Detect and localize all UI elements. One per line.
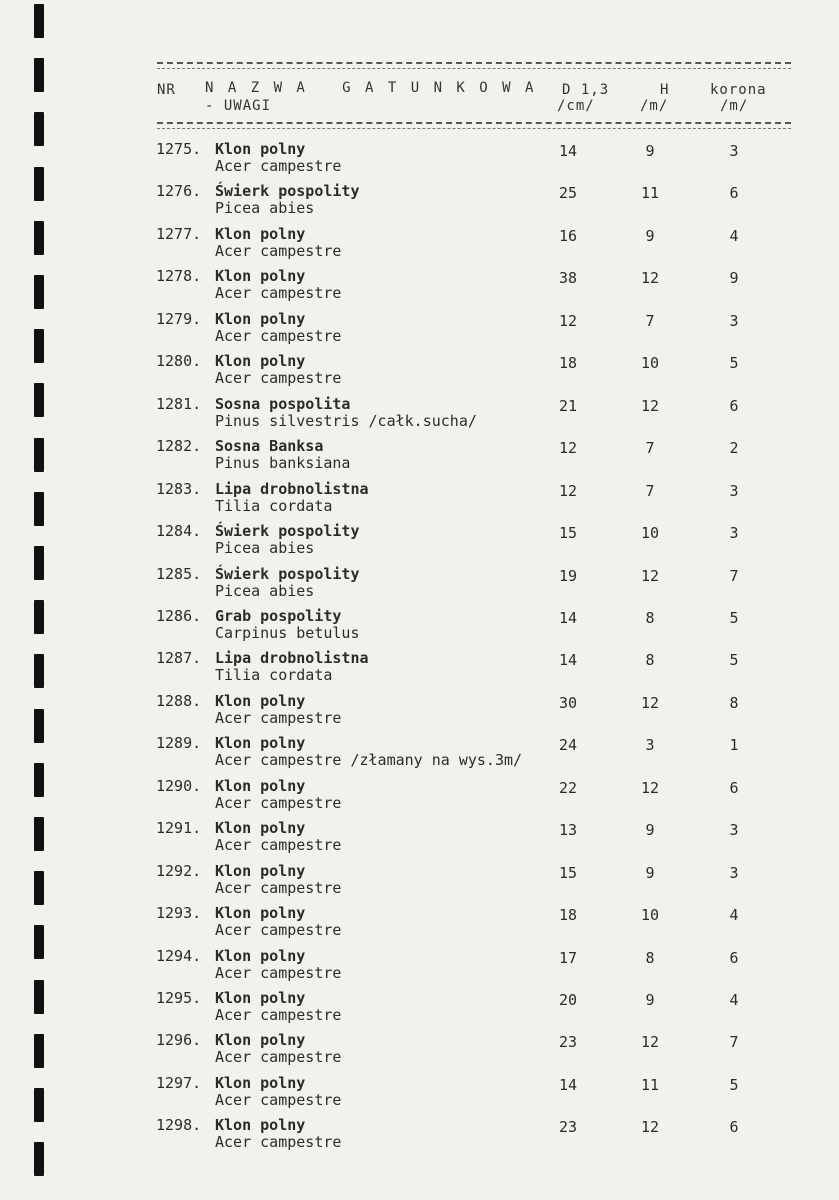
diameter-value: 18 bbox=[558, 906, 578, 925]
row-number: 1277. bbox=[156, 224, 202, 243]
polish-name: Klon polny bbox=[215, 1116, 306, 1135]
latin-name: Pinus silvestris /całk.sucha/ bbox=[215, 411, 477, 430]
diameter-value: 14 bbox=[558, 651, 578, 670]
height-value: 12 bbox=[640, 778, 660, 797]
table-row bbox=[0, 989, 839, 1031]
diameter-value: 22 bbox=[558, 778, 578, 797]
table-row bbox=[0, 819, 839, 861]
row-number: 1276. bbox=[156, 182, 202, 201]
crown-value: 3 bbox=[729, 863, 739, 882]
crown-value: 6 bbox=[729, 1118, 739, 1137]
crown-value: 4 bbox=[729, 991, 739, 1009]
table-row bbox=[0, 607, 839, 649]
polish-name: Klon polny bbox=[215, 140, 306, 158]
latin-name: Carpinus betulus bbox=[215, 623, 360, 642]
row-number: 1290. bbox=[156, 776, 202, 795]
height-value: 7 bbox=[645, 481, 655, 500]
height-value: 7 bbox=[645, 439, 655, 458]
row-number: 1284. bbox=[156, 522, 202, 541]
height-value: 9 bbox=[645, 142, 655, 160]
polish-name: Klon polny bbox=[215, 691, 306, 710]
height-value: 9 bbox=[645, 991, 655, 1009]
diameter-value: 13 bbox=[558, 821, 578, 840]
table-row bbox=[0, 649, 839, 691]
latin-name: Acer campestre bbox=[215, 1133, 342, 1152]
polish-name: Klon polny bbox=[215, 819, 306, 838]
crown-value: 9 bbox=[729, 269, 739, 288]
header-notes: - UWAGI bbox=[205, 98, 272, 114]
height-value: 12 bbox=[640, 396, 660, 415]
latin-name: Picea abies bbox=[215, 581, 315, 600]
row-number: 1289. bbox=[156, 734, 202, 753]
latin-name: Picea abies bbox=[215, 539, 315, 558]
row-number: 1283. bbox=[156, 479, 202, 498]
latin-name: Picea abies bbox=[215, 199, 315, 218]
table-row bbox=[0, 480, 839, 522]
row-number: 1281. bbox=[156, 394, 202, 413]
row-number: 1275. bbox=[156, 140, 202, 158]
crown-value: 5 bbox=[729, 1075, 739, 1094]
table-row bbox=[0, 947, 839, 989]
latin-name: Acer campestre /złamany na wys.3m/ bbox=[215, 751, 523, 770]
diameter-value: 18 bbox=[558, 354, 578, 373]
polish-name: Klon polny bbox=[215, 861, 306, 880]
crown-value: 7 bbox=[729, 566, 739, 585]
row-number: 1292. bbox=[156, 861, 202, 880]
latin-name: Acer campestre bbox=[215, 157, 342, 175]
diameter-value: 23 bbox=[558, 1033, 578, 1052]
polish-name: Klon polny bbox=[215, 904, 306, 923]
height-value: 10 bbox=[640, 906, 660, 925]
row-number: 1295. bbox=[156, 989, 202, 1007]
crown-value: 8 bbox=[729, 693, 739, 712]
latin-name: Acer campestre bbox=[215, 963, 342, 982]
diameter-value: 14 bbox=[558, 142, 578, 160]
crown-value: 3 bbox=[729, 311, 739, 330]
row-number: 1285. bbox=[156, 564, 202, 583]
polish-name: Lipa drobnolistna bbox=[215, 649, 369, 668]
header-height-unit: /m/ bbox=[640, 98, 669, 114]
table-row bbox=[0, 734, 839, 776]
row-number: 1293. bbox=[156, 904, 202, 923]
diameter-value: 25 bbox=[558, 184, 578, 203]
polish-name: Klon polny bbox=[215, 1031, 306, 1050]
diameter-value: 16 bbox=[558, 226, 578, 245]
latin-name: Pinus banksiana bbox=[215, 454, 351, 473]
diameter-value: 14 bbox=[558, 608, 578, 627]
crown-value: 2 bbox=[729, 439, 739, 458]
height-value: 12 bbox=[640, 1118, 660, 1137]
table-row bbox=[0, 904, 839, 946]
height-value: 11 bbox=[640, 184, 660, 203]
table-row bbox=[0, 862, 839, 904]
crown-value: 6 bbox=[729, 948, 739, 967]
table-row bbox=[0, 1116, 839, 1158]
table-row bbox=[0, 437, 839, 479]
height-value: 12 bbox=[640, 269, 660, 288]
header-height-label: H bbox=[660, 82, 670, 98]
crown-value: 6 bbox=[729, 778, 739, 797]
header-top-rule bbox=[157, 62, 791, 69]
diameter-value: 14 bbox=[558, 1075, 578, 1094]
latin-name: Acer campestre bbox=[215, 369, 342, 388]
polish-name: Klon polny bbox=[215, 989, 306, 1007]
latin-name: Acer campestre bbox=[215, 1048, 342, 1067]
header-species-name: N A Z W A G A T U N K O W A bbox=[205, 80, 537, 96]
diameter-value: 12 bbox=[558, 481, 578, 500]
crown-value: 5 bbox=[729, 651, 739, 670]
row-number: 1298. bbox=[156, 1116, 202, 1135]
diameter-value: 30 bbox=[558, 693, 578, 712]
latin-name: Acer campestre bbox=[215, 241, 342, 260]
crown-value: 3 bbox=[729, 481, 739, 500]
height-value: 8 bbox=[645, 651, 655, 670]
height-value: 10 bbox=[640, 354, 660, 373]
header-diameter-label: D 1,3 bbox=[562, 82, 610, 98]
crown-value: 4 bbox=[729, 226, 739, 245]
height-value: 10 bbox=[640, 524, 660, 543]
polish-name: Sosna Banksa bbox=[215, 437, 324, 456]
crown-value: 3 bbox=[729, 524, 739, 543]
table-row bbox=[0, 522, 839, 564]
table-row bbox=[0, 310, 839, 352]
binding-hole bbox=[34, 58, 44, 92]
latin-name: Acer campestre bbox=[215, 1006, 342, 1024]
crown-value: 6 bbox=[729, 396, 739, 415]
row-number: 1297. bbox=[156, 1073, 202, 1092]
header-crown-label: korona bbox=[710, 82, 767, 98]
diameter-value: 21 bbox=[558, 396, 578, 415]
header-bottom-rule bbox=[157, 122, 791, 129]
height-value: 12 bbox=[640, 693, 660, 712]
crown-value: 1 bbox=[729, 736, 739, 755]
diameter-value: 24 bbox=[558, 736, 578, 755]
polish-name: Świerk pospolity bbox=[215, 564, 360, 583]
latin-name: Acer campestre bbox=[215, 708, 342, 727]
polish-name: Klon polny bbox=[215, 946, 306, 965]
table-row bbox=[0, 182, 839, 224]
height-value: 8 bbox=[645, 608, 655, 627]
height-value: 12 bbox=[640, 1033, 660, 1052]
table-row bbox=[0, 395, 839, 437]
table-row bbox=[0, 352, 839, 394]
row-number: 1288. bbox=[156, 691, 202, 710]
row-number: 1291. bbox=[156, 819, 202, 838]
diameter-value: 15 bbox=[558, 524, 578, 543]
table-row bbox=[0, 140, 839, 182]
latin-name: Acer campestre bbox=[215, 921, 342, 940]
header-nr: NR bbox=[157, 82, 176, 98]
polish-name: Klon polny bbox=[215, 1073, 306, 1092]
table-row bbox=[0, 1074, 839, 1116]
height-value: 9 bbox=[645, 863, 655, 882]
polish-name: Świerk pospolity bbox=[215, 522, 360, 541]
diameter-value: 12 bbox=[558, 439, 578, 458]
latin-name: Acer campestre bbox=[215, 326, 342, 345]
polish-name: Sosna pospolita bbox=[215, 394, 351, 413]
polish-name: Świerk pospolity bbox=[215, 182, 360, 201]
diameter-value: 15 bbox=[558, 863, 578, 882]
diameter-value: 12 bbox=[558, 311, 578, 330]
diameter-value: 19 bbox=[558, 566, 578, 585]
height-value: 8 bbox=[645, 948, 655, 967]
header-crown-unit: /m/ bbox=[720, 98, 749, 114]
polish-name: Klon polny bbox=[215, 776, 306, 795]
height-value: 12 bbox=[640, 566, 660, 585]
latin-name: Acer campestre bbox=[215, 878, 342, 897]
row-number: 1287. bbox=[156, 649, 202, 668]
row-number: 1286. bbox=[156, 606, 202, 625]
polish-name: Lipa drobnolistna bbox=[215, 479, 369, 498]
row-number: 1296. bbox=[156, 1031, 202, 1050]
polish-name: Klon polny bbox=[215, 224, 306, 243]
diameter-value: 38 bbox=[558, 269, 578, 288]
table-row bbox=[0, 1031, 839, 1073]
height-value: 7 bbox=[645, 311, 655, 330]
polish-name: Klon polny bbox=[215, 734, 306, 753]
row-number: 1294. bbox=[156, 946, 202, 965]
diameter-value: 17 bbox=[558, 948, 578, 967]
polish-name: Klon polny bbox=[215, 309, 306, 328]
row-number: 1279. bbox=[156, 309, 202, 328]
diameter-value: 20 bbox=[558, 991, 578, 1009]
latin-name: Acer campestre bbox=[215, 284, 342, 303]
table-row bbox=[0, 225, 839, 267]
crown-value: 6 bbox=[729, 184, 739, 203]
height-value: 9 bbox=[645, 821, 655, 840]
crown-value: 7 bbox=[729, 1033, 739, 1052]
header-diameter-unit: /cm/ bbox=[557, 98, 595, 114]
row-number: 1278. bbox=[156, 267, 202, 286]
latin-name: Acer campestre bbox=[215, 836, 342, 855]
crown-value: 4 bbox=[729, 906, 739, 925]
latin-name: Tilia cordata bbox=[215, 496, 333, 515]
row-number: 1280. bbox=[156, 352, 202, 371]
table-row bbox=[0, 267, 839, 309]
latin-name: Acer campestre bbox=[215, 793, 342, 812]
binding-hole bbox=[34, 4, 44, 38]
crown-value: 3 bbox=[729, 142, 739, 160]
table-row bbox=[0, 692, 839, 734]
latin-name: Acer campestre bbox=[215, 1090, 342, 1109]
polish-name: Klon polny bbox=[215, 267, 306, 286]
crown-value: 5 bbox=[729, 608, 739, 627]
polish-name: Klon polny bbox=[215, 352, 306, 371]
table-row bbox=[0, 777, 839, 819]
height-value: 3 bbox=[645, 736, 655, 755]
table-row bbox=[0, 565, 839, 607]
latin-name: Tilia cordata bbox=[215, 666, 333, 685]
crown-value: 3 bbox=[729, 821, 739, 840]
height-value: 9 bbox=[645, 226, 655, 245]
row-number: 1282. bbox=[156, 437, 202, 456]
polish-name: Grab pospolity bbox=[215, 606, 342, 625]
crown-value: 5 bbox=[729, 354, 739, 373]
height-value: 11 bbox=[640, 1075, 660, 1094]
diameter-value: 23 bbox=[558, 1118, 578, 1137]
